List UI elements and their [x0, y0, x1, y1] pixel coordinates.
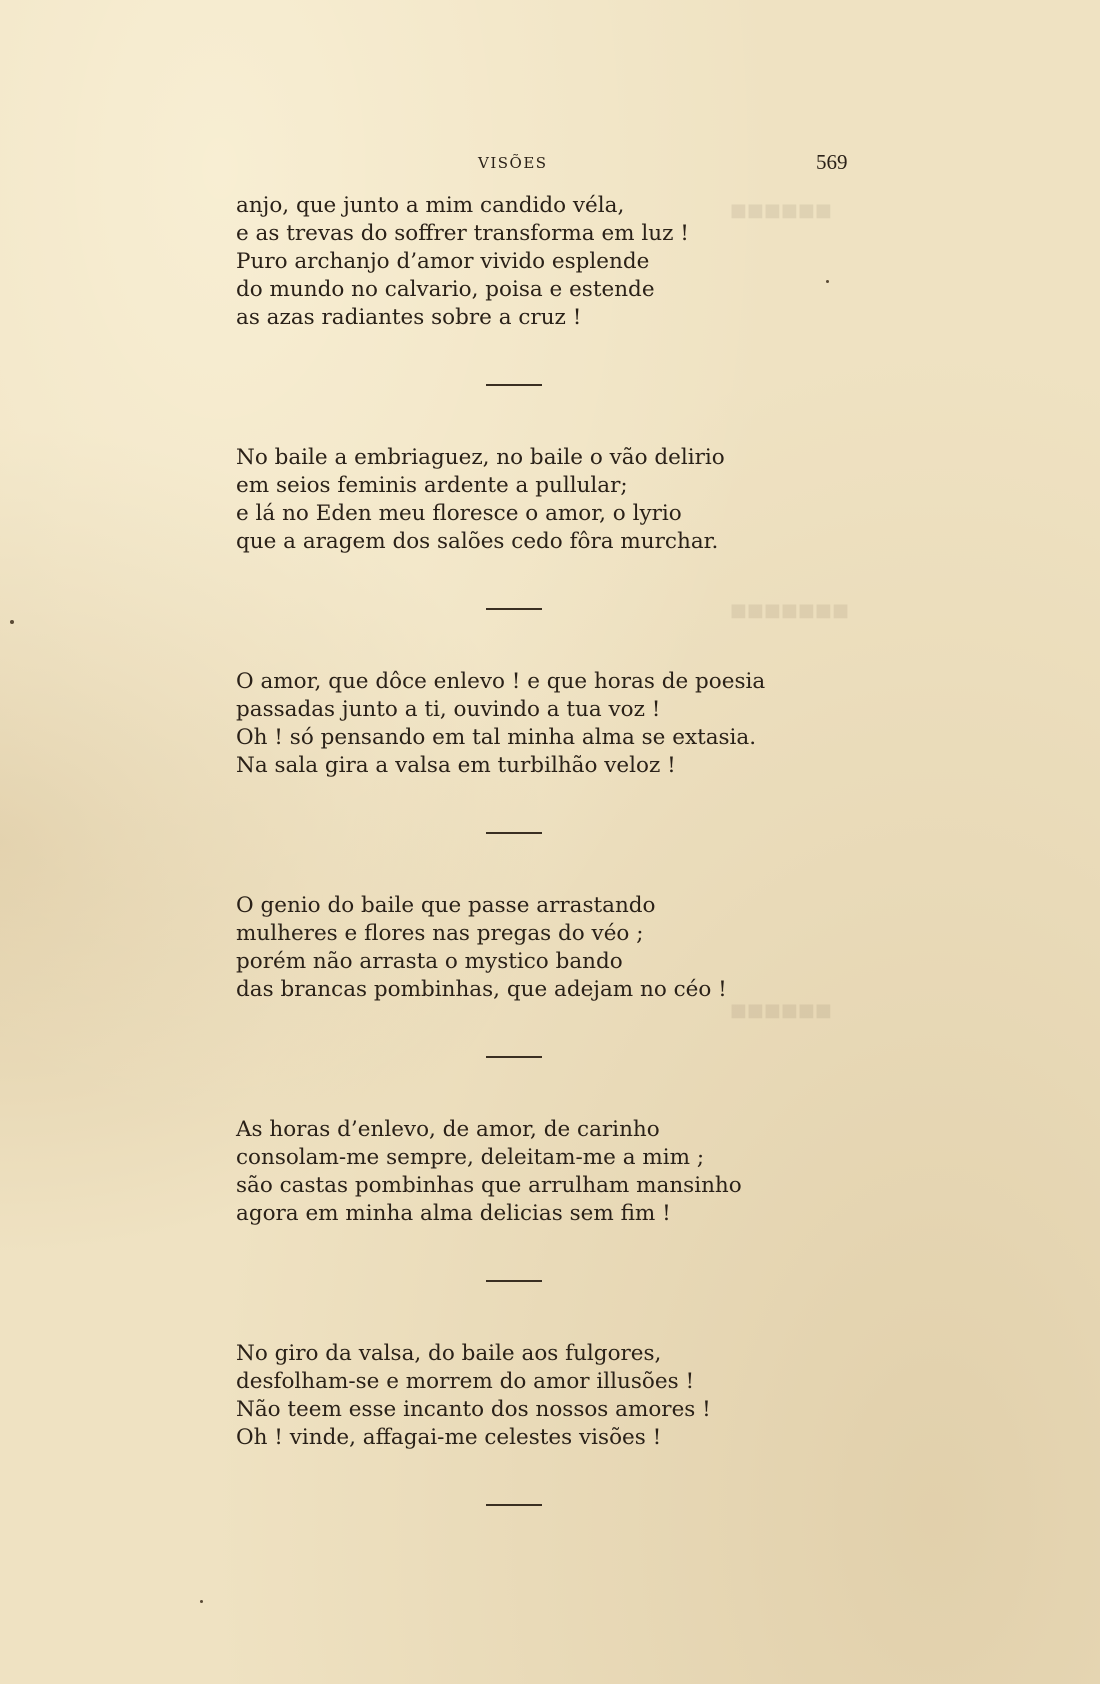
bleed-through-decoration: ■■■■■■ — [730, 1000, 833, 1021]
stanza-4 — [236, 892, 796, 1004]
verse-line: porém não arrasta o mystico bando — [236, 949, 623, 974]
stanza-2 — [236, 444, 796, 556]
verse-line: As horas d’enlevo, de amor, de carinho — [236, 1117, 660, 1142]
paper-speck — [826, 280, 829, 283]
verse-line: Puro archanjo d’amor vivido esplende — [236, 249, 650, 274]
running-head: VISÕES — [478, 154, 548, 172]
verse-line: O amor, que dôce enlevo ! e que horas de poesia — [236, 669, 766, 694]
page-number: 569 — [816, 150, 848, 174]
verse-line: Oh ! só pensando em tal minha alma se extasia. — [236, 725, 757, 750]
stanza-6 — [236, 1340, 796, 1452]
end-divider — [486, 1504, 542, 1506]
verse-line: O genio do baile que passe arrastando — [236, 893, 656, 918]
page-header — [0, 150, 1100, 180]
bleed-through-decoration: ■■■■■■■ — [730, 600, 850, 621]
verse-line: desfolham-se e morrem do amor illusões ! — [236, 1369, 695, 1394]
verse-line: mulheres e flores nas pregas do véo ; — [236, 921, 644, 946]
verse-line: consolam-me sempre, deleitam-me a mim ; — [236, 1145, 705, 1170]
stanza-1 — [236, 192, 796, 332]
paper-speck — [10, 620, 14, 624]
verse-line: agora em minha alma delicias sem fim ! — [236, 1201, 671, 1226]
verse-line: anjo, que junto a mim candido véla, — [236, 193, 625, 218]
verse-line: passadas junto a ti, ouvindo a tua voz ! — [236, 697, 661, 722]
verse-line: que a aragem dos salões cedo fôra murchar. — [236, 529, 719, 554]
bleed-through-decoration: ■■■■■■ — [730, 200, 833, 221]
verse-line: do mundo no calvario, poisa e estende — [236, 277, 655, 302]
poem-body — [236, 192, 796, 1506]
verse-line: No giro da valsa, do baile aos fulgores, — [236, 1341, 662, 1366]
verse-line: Oh ! vinde, affagai-me celestes visões ! — [236, 1425, 662, 1450]
verse-line: as azas radiantes sobre a cruz ! — [236, 305, 582, 330]
verse-line: e as trevas do soffrer transforma em luz ! — [236, 221, 689, 246]
verse-line: Na sala gira a valsa em turbilhão veloz ! — [236, 753, 676, 778]
verse-line: são castas pombinhas que arrulham mansinho — [236, 1173, 742, 1198]
verse-line: No baile a embriaguez, no baile o vão delirio — [236, 445, 725, 470]
paper-speck — [200, 1600, 203, 1603]
verse-line: das brancas pombinhas, que adejam no céo ! — [236, 977, 727, 1002]
stanza-3 — [236, 668, 796, 780]
verse-line: Não teem esse incanto dos nossos amores ! — [236, 1397, 711, 1422]
stanza-5 — [236, 1116, 796, 1228]
verse-line: e lá no Eden meu floresce o amor, o lyrio — [236, 501, 682, 526]
verse-line: em seios feminis ardente a pullular; — [236, 473, 628, 498]
